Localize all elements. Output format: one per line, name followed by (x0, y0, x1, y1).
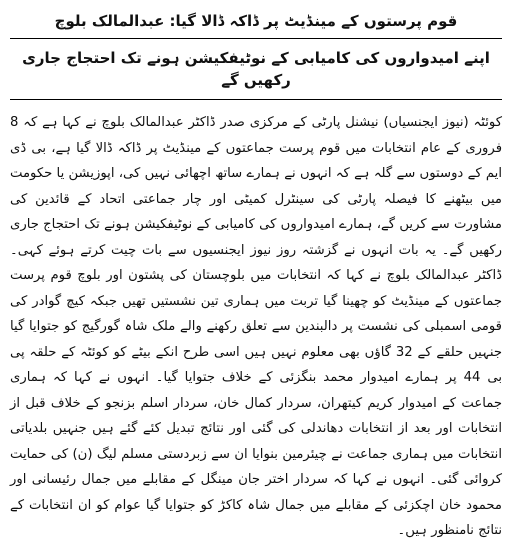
article-headline: قوم پرستوں کے مینڈیٹ پر ڈاکہ ڈالا گیا: عبدالمالک بلوچ (10, 6, 502, 39)
article-body (10, 100, 502, 544)
article-subheadline: اپنے امیدواروں کی کامیابی کے نوٹیفکیشن ہونے تک احتجاج جاری رکھیں گے (10, 39, 502, 100)
article-paragraph: کوئٹہ (نیوز ایجنسیاں) نیشنل پارٹی کے مرکزی صدر ڈاکٹر عبدالمالک بلوچ نے کہا ہے کہ 8 فروری کے عام انتخابات میں قوم پرست جماعتوں کے مینڈیٹ پر ڈاکہ ڈالا گیا ہے، بی ڈی ایم کے دوستوں سے گلہ ہے کہ انہوں نے ہمارے ساتھ اچھائی نہیں کی، اپوزیشن یا حکومت میں بیٹھنے کا فیصلہ پارٹی کی سینٹرل کمیٹی اور چار جماعتی اتحاد کے قائدین کی مشاورت سے کریں گے، ہمارے امیدواروں کی کامیابی کے نوٹیفکیشن ہونے تک احتجاج جاری رکھیں گے۔ یہ بات انہوں نے گزشتہ روز نیوز ایجنسیوں سے بات چیت کرتے ہوئے کہی۔ ڈاکٹر عبدالمالک بلوچ نے کہا کہ انتخابات میں بلوچستان کی پشتون اور بلوچ قوم پرست جماعتوں کے مینڈیٹ کو چھینا گیا تربت میں ہماری تین نشستیں تھیں جبکہ کیچ گوادر کی قومی اسمبلی کی نشست پر دالبندین سے تعلق رکھنے والے ملک شاہ گورگیج کو جتوایا گیا جنہیں حلقے کے 32 گاؤں بھی معلوم نہیں ہیں اسی طرح انکے بیٹے کو کوئٹہ کے حلقہ پی بی 44 پر ہمارے امیدوار محمد بنگزئی کے خلاف جتوایا گیا۔ انہوں نے کہا کہ ہماری جماعت کے امیدوار کریم کیتھران، سردار کمال خان، سردار اسلم بزنجو کے خلاف قبل از انتخابات اور بعد از انتخابات دھاندلی کی گئی اور نتائج تبدیل کئے گئے ہیں جنہیں بلدیاتی انتخابات میں ہماری جماعت نے چیئرمین بنوایا ان سے زبردستی مسلم لیگ (ن) کی حمایت کروائی گئی۔ انہوں نے کہا کہ سردار اختر جان مینگل کے مقابلے میں جمال رئیسانی اور محمود خان اچکزئی کے مقابلے میں جمال شاہ کاکڑ کو جتوایا گیا عوام کو ان انتخابات کے نتائج نامنظور ہیں۔ (10, 115, 502, 538)
